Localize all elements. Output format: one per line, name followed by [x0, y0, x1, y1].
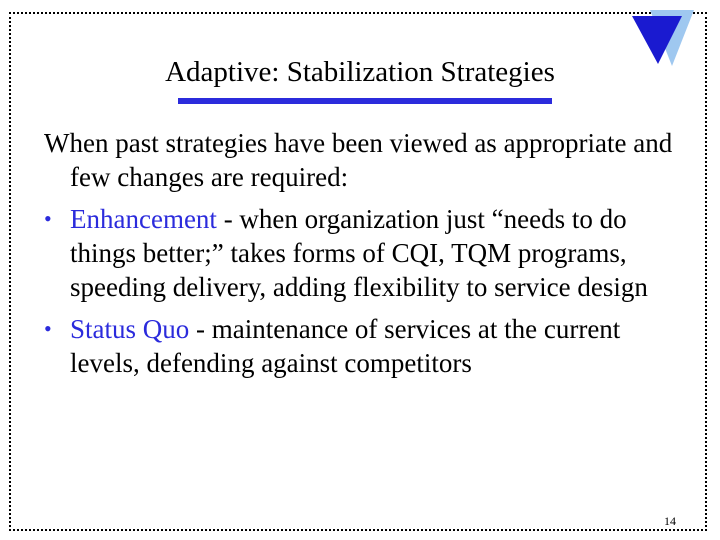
title-underline	[178, 98, 552, 104]
bullet-text: - maintenance of services at the current levels, defending against competitors	[70, 314, 621, 378]
bullet-icon: •	[44, 206, 52, 231]
bullet-text: - when organization just “needs to do things better;” takes forms of CQI, TQM programs, speeding delivery, adding flexibility to service design	[70, 204, 648, 302]
page-number: 14	[664, 514, 676, 528]
slide-body	[44, 126, 684, 380]
bullet-term: Enhancement	[70, 204, 217, 234]
bullet-status-quo	[44, 312, 684, 380]
intro-text: When past strategies have been viewed as appropriate and few changes are required:	[44, 128, 673, 192]
bullet-term: Status Quo	[70, 314, 190, 344]
bullet-icon: •	[44, 316, 52, 341]
bullet-enhancement	[44, 202, 684, 304]
slide-title: Adaptive: Stabilization Strategies	[165, 56, 555, 88]
